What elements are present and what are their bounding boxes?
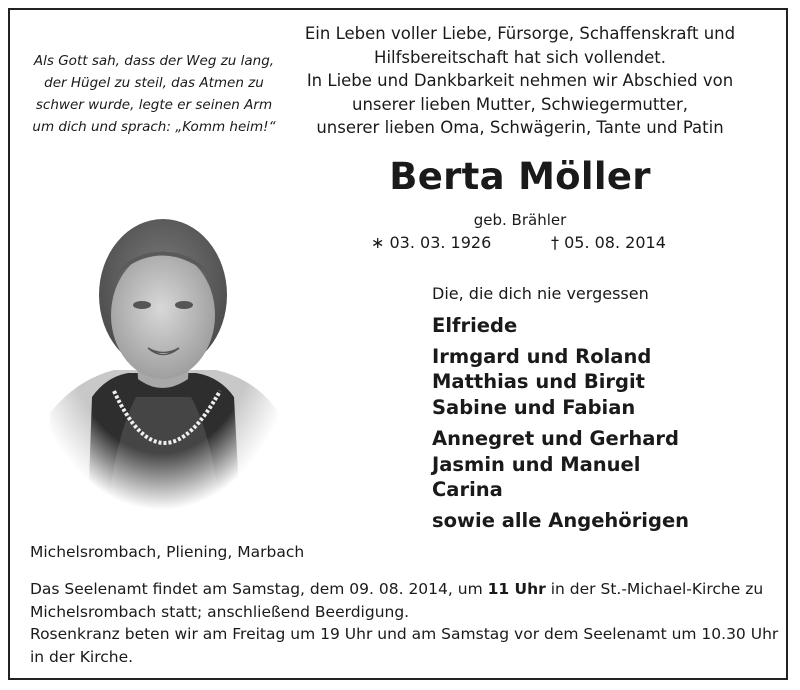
mourner-name: Matthias und Birgit (432, 370, 645, 393)
poem (20, 50, 288, 138)
mourner-name: Annegret und Gerhard (432, 427, 679, 450)
poem-line: um dich und sprach: „Komm heim!“ (32, 119, 276, 135)
intro-line: Ein Leben voller Liebe, Fürsorge, Schaffenskraft und (304, 24, 736, 43)
mourner-name: Carina (432, 478, 503, 501)
mourner-name: Jasmin und Manuel (432, 453, 641, 476)
deceased-name: Berta Möller (389, 155, 651, 198)
poem-line: schwer wurde, legte er seinen Arm (35, 97, 273, 113)
intro-line: unserer lieben Mutter, Schwiegermutter, (352, 94, 688, 114)
notice-line: in der Kirche. (30, 647, 134, 666)
mourner-name: Sabine und Fabian (432, 396, 636, 419)
born-name: geb. Brähler (473, 211, 567, 229)
mourners-intro: Die, die dich nie vergessen (432, 284, 649, 303)
intro-line: In Liebe und Dankbarkeit nehmen wir Abschied von (306, 71, 734, 90)
notice-line (30, 578, 770, 601)
intro-line: unserer lieben Oma, Schwägerin, Tante und Patin (316, 118, 724, 137)
places-line: Michelsrombach, Pliening, Marbach (30, 543, 305, 561)
service-notice (30, 578, 779, 668)
intro-text (300, 22, 740, 140)
mourner-name: Elfriede (432, 314, 518, 337)
notice-text: in der St.-Michael-Kirche zu (545, 580, 764, 598)
service-time: 11 Uhr (487, 580, 546, 598)
birth-date: ∗ 03. 03. 1926 (371, 233, 492, 252)
poem-line: Als Gott sah, dass der Weg zu lang, (33, 53, 275, 69)
notice-text: Das Seelenamt findet am Samstag, dem 09. 08. 2014, um (30, 580, 488, 598)
mourner-name: Irmgard und Roland (432, 345, 652, 368)
poem-line: der Hügel zu steil, das Atmen zu (44, 75, 264, 91)
portrait-photo (36, 165, 286, 510)
mourner-name: sowie alle Angehörigen (432, 509, 690, 532)
notice-line: Michelsrombach statt; anschließend Beerdigung. (30, 602, 410, 621)
death-date: † 05. 08. 2014 (551, 233, 666, 252)
intro-line: Hilfsbereitschaft hat sich vollendet. (374, 47, 666, 67)
notice-line: Rosenkranz beten wir am Freitag um 19 Uhr und am Samstag vor dem Seelenamt um 10.30 Uhr (30, 625, 779, 643)
